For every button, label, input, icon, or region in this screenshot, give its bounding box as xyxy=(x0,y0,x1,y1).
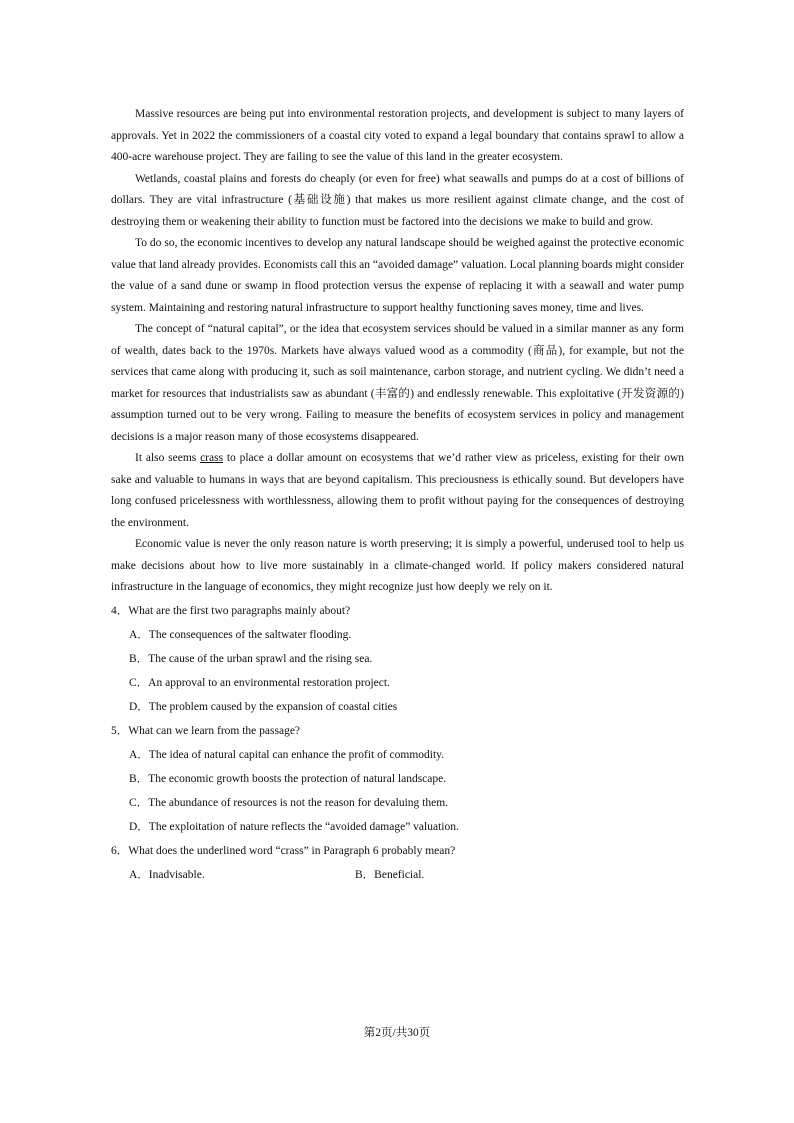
option-a: A．Inadvisable. xyxy=(129,868,205,881)
option-b: B．The cause of the urban sprawl and the rising sea. xyxy=(129,652,373,665)
passage-paragraph-2: Wetlands, coastal plains and forests do cheaply (or even for free) what seawalls and pumps do at a cost of billions of dollars. They are vital infrastructure (基础设施) that makes us more resilient against climate change, and the cost of destroying them or weakening their ability to function must be factored into the decisions we make to build and grow. xyxy=(111,172,684,228)
option-d: D．The problem caused by the expansion of coastal cities xyxy=(129,700,398,713)
document-page xyxy=(111,104,684,887)
p5-after: to place a dollar amount on ecosystems that we’d rather view as priceless, existing for their own sake and valuable to humans in ways that are beyond capitalism. This preciousness is ethically sound. But developers have long confused pricelessness with worthlessness, allowing them to profit without paying for the consequences of destroying the environment. xyxy=(111,452,684,529)
option-a: A．The idea of natural capital can enhance the profit of commodity. xyxy=(129,748,445,761)
question-6 xyxy=(111,839,684,887)
option-b: B．Beneficial. xyxy=(355,868,425,881)
option-row xyxy=(111,863,684,887)
option-c: C．The abundance of resources is not the reason for devaluing them. xyxy=(129,796,449,809)
passage-paragraph-1: Massive resources are being put into environmental restoration projects, and development is subject to many layers of approvals. Yet in 2022 the commissioners of a coastal city voted to expand a legal boundary that contains sprawl to allow a 400-acre warehouse project. They are failing to see the value of this land in the greater ecosystem. xyxy=(111,108,684,163)
p5-before: It also seems xyxy=(135,452,201,464)
passage-paragraph-4: The concept of “natural capital”, or the idea that ecosystem services should be valued in a similar manner as any form of wealth, dates back to the 1970s. Markets have always valued wood as a commodity (商品), for example, but not the services that came along with producing it, such as soil maintenance, carbon storage, and nutrient cycling. We didn’t need a market for resources that industrialists saw as abundant (丰富的) and endlessly renewable. This exploitative (开发资源的) assumption turned out to be very wrong. Failing to measure the benefits of ecosystem services in policy and management decisions is a major reason many of those ecosystems disappeared. xyxy=(111,323,684,443)
question-stem: 6．What does the underlined word “crass” in Paragraph 6 probably mean? xyxy=(111,844,456,857)
option-b: B．The economic growth boosts the protection of natural landscape. xyxy=(129,772,447,785)
question-stem: 5．What can we learn from the passage? xyxy=(111,724,301,737)
option-a: A．The consequences of the saltwater flooding. xyxy=(129,628,352,641)
question-stem: 4．What are the first two paragraphs mainly about? xyxy=(111,604,351,617)
option-d: D．The exploitation of nature reflects the “avoided damage” valuation. xyxy=(129,820,459,833)
option-c: C．An approval to an environmental restoration project. xyxy=(129,676,390,689)
underlined-word: crass xyxy=(200,452,224,464)
question-5 xyxy=(111,719,684,839)
passage-paragraph-6: Economic value is never the only reason nature is worth preserving; it is simply a powerful, underused tool to help us make decisions about how to live more sustainably in a climate-changed world. If policy makers considered natural infrastructure in the language of economics, they might recognize just how deeply we rely on it. xyxy=(111,538,684,593)
question-4 xyxy=(111,599,684,719)
passage-paragraph-5 xyxy=(111,448,684,534)
passage-paragraph-3: To do so, the economic incentives to develop any natural landscape should be weighed against the protective economic value that land already provides. Economists call this an “avoided damage” valuation. Local planning boards might consider the value of a sand dune or swamp in flood protection versus the expense of replacing it with a seawall and water pump system. Maintaining and restoring natural infrastructure to support healthy functioning saves money, time and lives. xyxy=(111,237,684,314)
page-footer: 第2页/共30页 xyxy=(363,1027,431,1039)
